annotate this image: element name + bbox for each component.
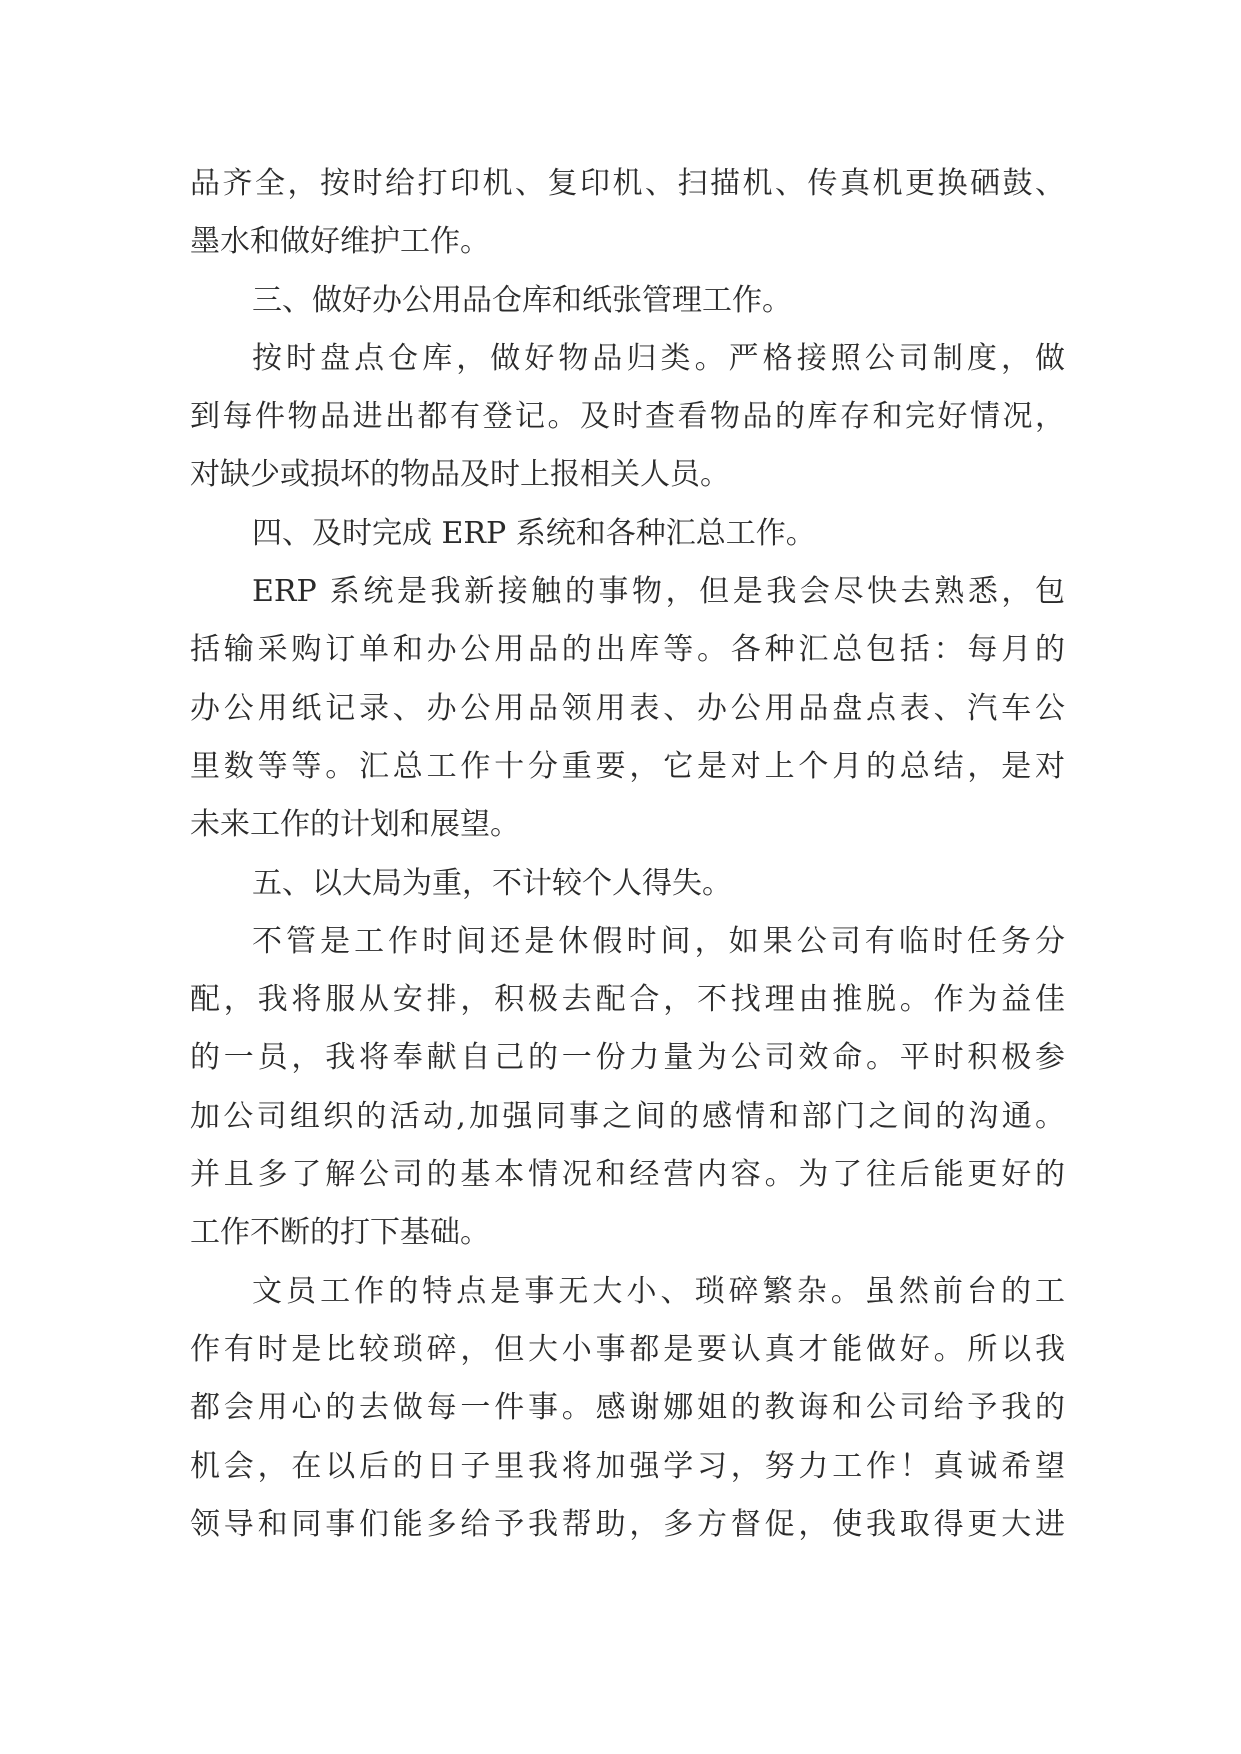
text-line: 里数等等。汇总工作十分重要，它是对上个月的总结，是对 <box>190 748 1065 784</box>
text-line: 并且多了解公司的基本情况和经营内容。为了往后能更好的 <box>190 1157 1065 1193</box>
text-line: 文员工作的特点是事无大小、琐碎繁杂。虽然前台的工 <box>252 1273 1065 1309</box>
text-line: 作有时是比较琐碎，但大小事都是要认真才能做好。所以我 <box>190 1331 1065 1367</box>
text-line: 品齐全，按时给打印机、复印机、扫描机、传真机更换硒鼓、 <box>190 166 1065 201</box>
text-line: 的一员，我将奉献自己的一份力量为公司效命。平时积极参 <box>190 1040 1065 1076</box>
text-line: 不管是工作时间还是休假时间，如果公司有临时任务分 <box>252 923 1065 959</box>
text-line: 墨水和做好维护工作。 <box>190 224 490 260</box>
text-line: 机会，在以后的日子里我将加强学习，努力工作！真诚希望 <box>190 1448 1065 1484</box>
text-line: 工作不断的打下基础。 <box>190 1215 490 1251</box>
text-line: 五、以大局为重，不计较个人得失。 <box>252 865 732 901</box>
text-line: 对缺少或损坏的物品及时上报相关人员。 <box>190 457 730 493</box>
text-line: 办公用纸记录、办公用品领用表、办公用品盘点表、汽车公 <box>190 690 1065 726</box>
text-line: 配，我将服从安排，积极去配合，不找理由推脱。作为益佳 <box>190 982 1065 1018</box>
text-line: 括输采购订单和办公用品的出库等。各种汇总包括：每月的 <box>190 632 1065 668</box>
text-line: 三、做好办公用品仓库和纸张管理工作。 <box>252 282 792 318</box>
text-line: 都会用心的去做每一件事。感谢娜姐的教诲和公司给予我的 <box>190 1390 1065 1426</box>
text-line: 到每件物品进出都有登记。及时查看物品的库存和完好情况， <box>190 399 1065 435</box>
text-line: 按时盘点仓库，做好物品归类。严格接照公司制度，做 <box>252 340 1065 376</box>
text-line: ERP 系统是我新接触的事物，但是我会尽快去熟悉，包 <box>252 574 1065 610</box>
text-line: 四、及时完成 ERP 系统和各种汇总工作。 <box>252 515 816 551</box>
document-body <box>190 155 1065 1554</box>
text-line: 领导和同事们能多给予我帮助，多方督促，使我取得更大进 <box>190 1506 1065 1542</box>
text-line: 加公司组织的活动,加强同事之间的感情和部门之间的沟通。 <box>190 1098 1065 1134</box>
text-line: 未来工作的计划和展望。 <box>190 807 520 843</box>
